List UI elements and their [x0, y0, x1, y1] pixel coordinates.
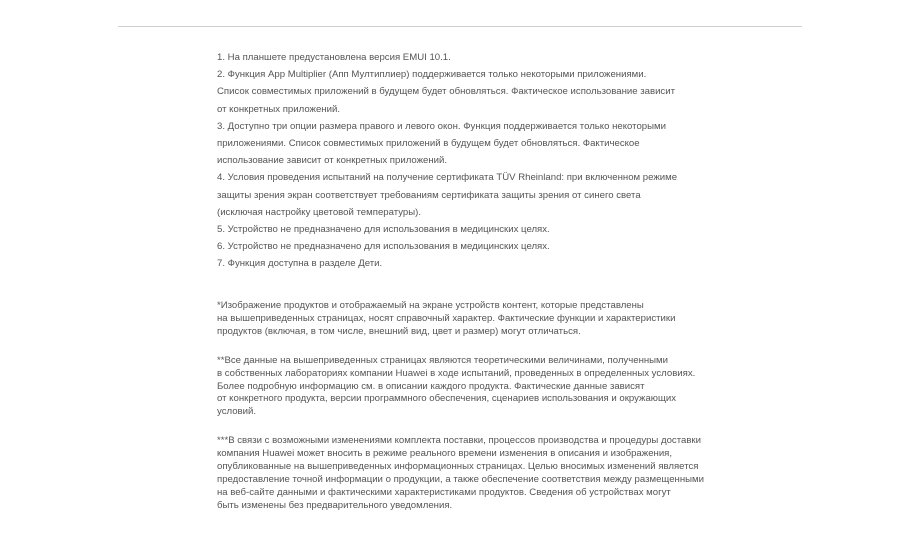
disclaimer-line: на веб-сайте данными и фактическими характеристиками продуктов. Сведения об устройствах могут	[217, 486, 671, 498]
disclaimer-line: *Изображение продуктов и отображаемый на экране устройств контент, которые представлены	[217, 300, 644, 311]
footnote-line: 6. Устройство не предназначено для использования в медицинских целях.	[217, 241, 550, 253]
disclaimer-product-images	[217, 300, 737, 339]
footnote-line: 5. Устройство не предназначено для использования в медицинских целях.	[217, 224, 550, 236]
disclaimers	[217, 300, 737, 529]
disclaimer-theoretical-data	[217, 355, 737, 420]
disclaimer-line: от конкретного продукта, версии программного обеспечения, сценариев использования и окружающих	[217, 393, 677, 405]
footnotes-list	[217, 49, 717, 273]
disclaimer-line: на вышеприведенных страницах, носят справочный характер. Фактические функции и характеристики	[217, 312, 676, 324]
footnote-line: защиты зрения экран соответствует требованиям сертификата защиты зрения от синего света	[217, 189, 641, 201]
disclaimer-line: быть изменены без предварительного уведомления.	[217, 499, 453, 511]
top-divider	[118, 26, 802, 27]
footnote-line: от конкретных приложений.	[217, 103, 340, 115]
footnote-line: использование зависит от конкретных приложений.	[217, 155, 448, 167]
disclaimer-line: компания Huawei может вносить в режиме реального времени изменения в описания и изображения,	[217, 448, 673, 460]
footnote-line: 1. На планшете предустановлена версия EMUI 10.1.	[217, 52, 451, 63]
disclaimer-line: в собственных лабораториях компании Huawei в ходе испытаний, проведенных в определенных условиях.	[217, 367, 696, 379]
disclaimer-line: **Все данные на вышеприведенных страницах являются теоретическими величинами, полученными	[217, 354, 669, 366]
disclaimer-line: предоставление точной информации о продукции, а также обеспечение соответствия между размещенными	[217, 473, 704, 485]
footnote-line: 4. Условия проведения испытаний на получение сертификата TÜV Rheinland: при включенном режиме	[217, 172, 678, 184]
disclaimer-line: продуктов (включая, в том числе, внешний вид, цвет и размер) могут отличаться.	[217, 325, 581, 337]
disclaimer-line: ***В связи с возможными изменениями комплекта поставки, процессов производства и процедуры доставки	[217, 435, 701, 447]
footnote-line: (исключая настройку цветовой температуры).	[217, 206, 422, 218]
disclaimer-line: опубликованные на вышеприведенных информационных страницах. Целью вносимых изменений является	[217, 461, 699, 473]
disclaimer-line: условий.	[217, 406, 257, 418]
footnote-line: Список совместимых приложений в будущем будет обновляться. Фактическое использование зависит	[217, 86, 675, 98]
footnote-line: 7. Функция доступна в разделе Дети.	[217, 258, 383, 270]
footnote-line: 3. Доступно три опции размера правого и левого окон. Функция поддерживается только некоторыми	[217, 120, 666, 132]
footnote-line: 2. Функция App Multiplier (Апп Мултиплиер) поддерживается только некоторыми приложениями.	[217, 69, 647, 81]
disclaimer-changes	[217, 435, 737, 512]
footnote-line: приложениями. Список совместимых приложений в будущем будет обновляться. Фактическое	[217, 138, 640, 150]
disclaimer-line: Более подробную информацию см. в описании каждого продукта. Фактические данные зависят	[217, 380, 645, 392]
